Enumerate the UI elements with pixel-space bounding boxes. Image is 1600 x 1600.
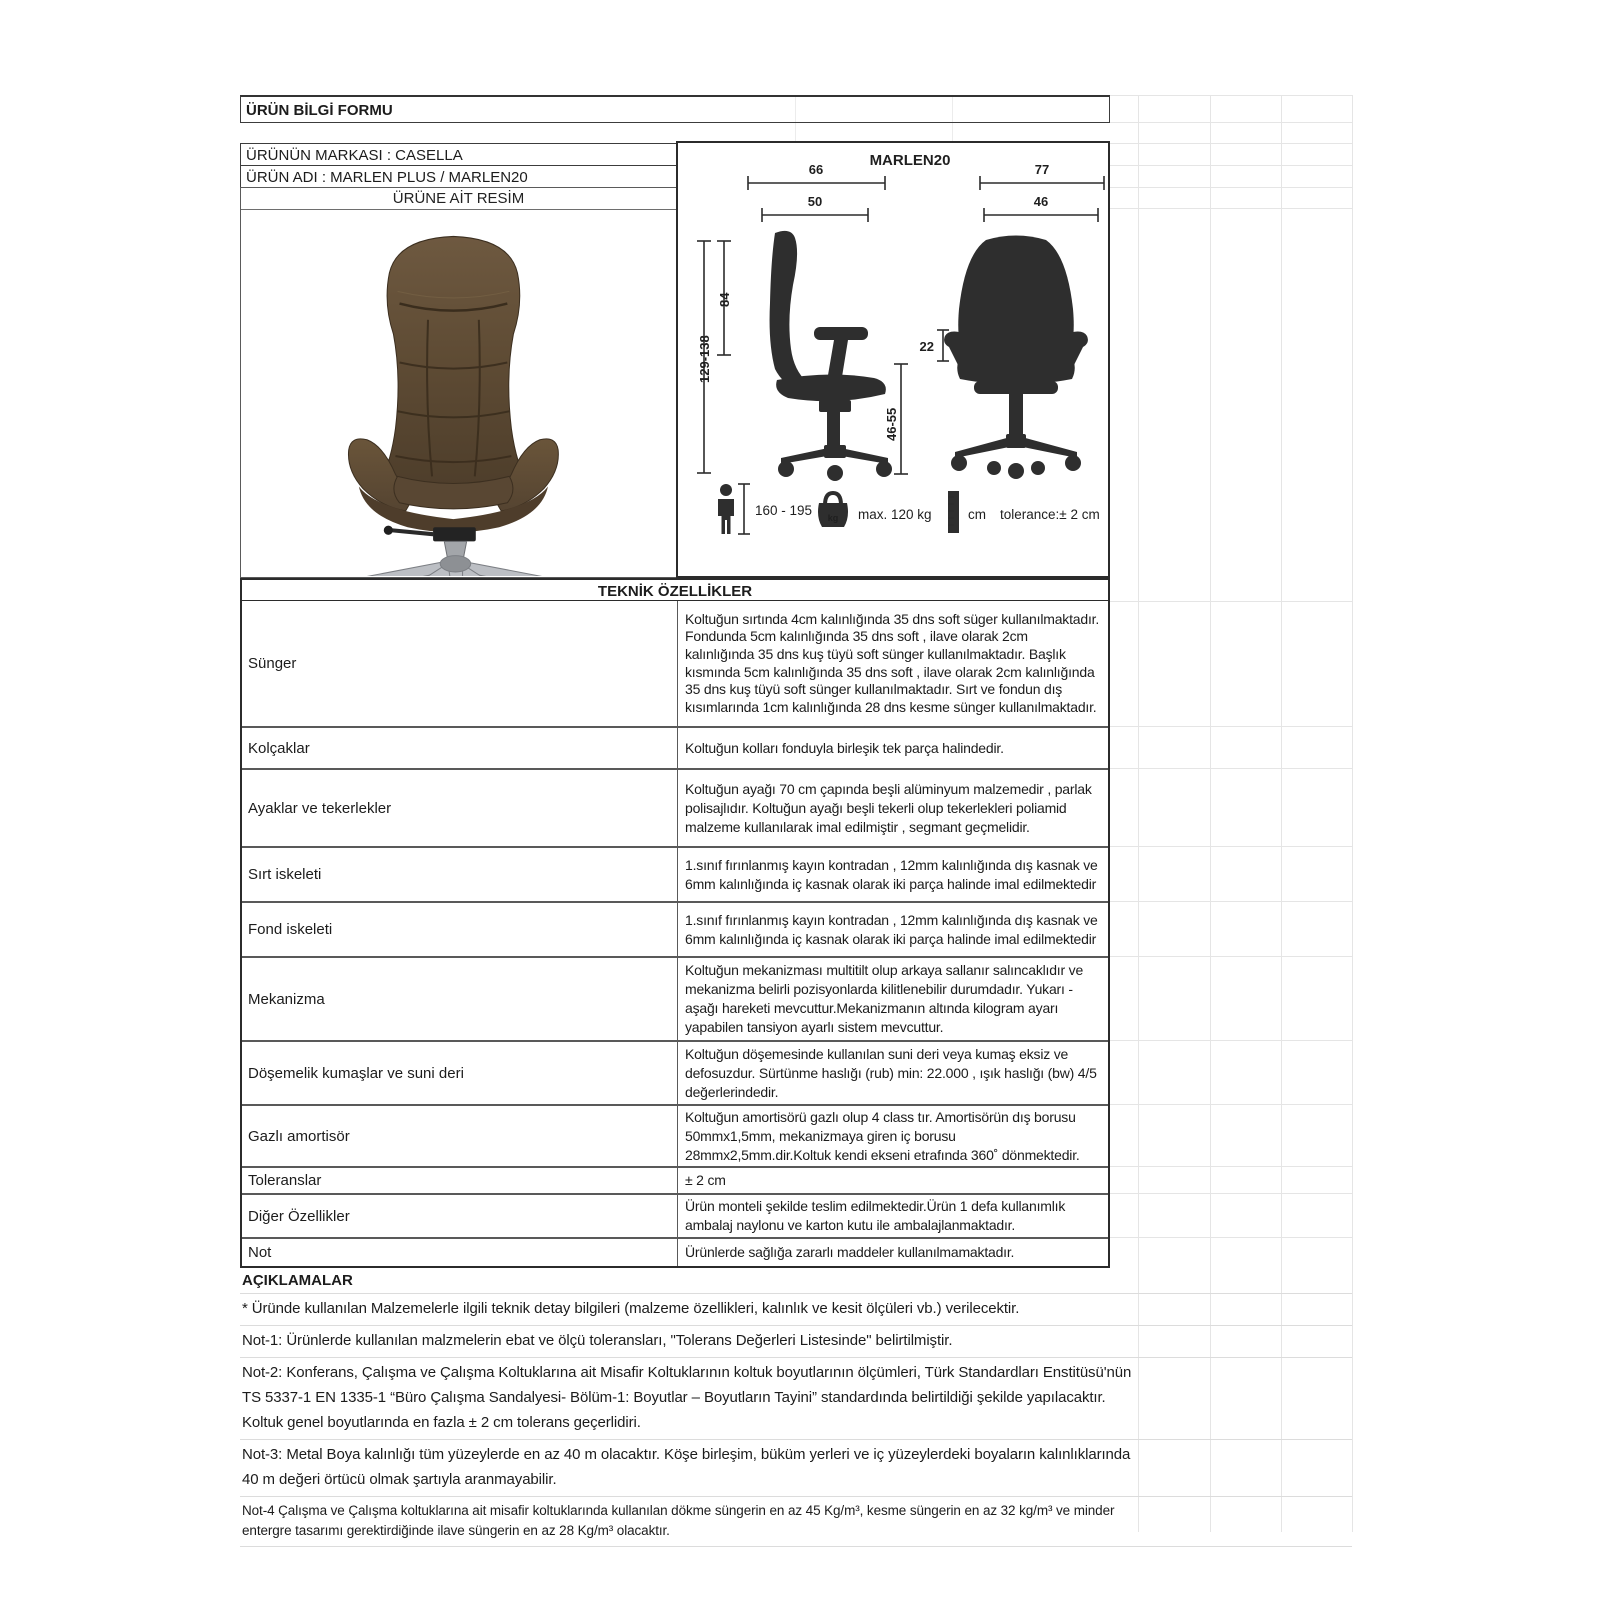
chair-side-view: [770, 231, 892, 481]
dim-seat-height: [884, 364, 908, 474]
grid-line: [1110, 1040, 1352, 1041]
dimension-diagram: [678, 143, 1108, 576]
grid-line: [1110, 601, 1352, 602]
dim-overall-height: [697, 241, 712, 473]
spec-row-toleranslar: [242, 1166, 1108, 1193]
spec-value: 1.sınıf fırınlanmış kayın kontradan , 12mm kalınlığında dış kasnak ve 6mm kalınlığında iç kasnak olarak iki parça halinde imal edilmektedir: [685, 911, 1098, 947]
dim-back-height: [717, 241, 732, 355]
grid-line: [1110, 768, 1352, 769]
svg-text:46: 46: [1033, 194, 1049, 209]
spec-value: 1.sınıf fırınlanmış kayın kontradan , 12mm kalınlığında dış kasnak ve 6mm kalınlığında iç kasnak olarak iki parça halinde imal edilmektedir: [685, 856, 1098, 892]
spec-row-mekanizma: [242, 956, 1108, 1040]
grid-line: [1110, 1166, 1352, 1167]
max-weight-label: max. 120 kg: [858, 507, 932, 522]
form-title: ÜRÜN BİLGİ FORMU: [240, 95, 1110, 123]
spec-value: Koltuğun döşemesinde kullanılan suni deri veya kumaş eksiz ve defosuzdur. Sürtünme haslığı (rub) min: 22.000 , ışık haslığı (bw) 4/5 değerlerindedir.: [685, 1045, 1097, 1100]
spec-label: Toleranslar: [242, 1168, 678, 1193]
remark-item: * Üründe kullanılan Malzemelerle ilgili teknik detay bilgileri (malzeme özellikleri, kalınlık ve kesit ölçüleri vb.) verilecektir.: [240, 1294, 1352, 1326]
grid-line: [1110, 726, 1352, 727]
dimension-diagram-box: [676, 141, 1110, 578]
person-height-dim: [738, 484, 750, 534]
svg-text:129-138: 129-138: [697, 335, 712, 383]
grid-line: [1110, 208, 1352, 209]
spec-row-ayaklar: [242, 768, 1108, 846]
spec-label: Gazlı amortisör: [242, 1106, 678, 1166]
remark-item: Not-4 Çalışma ve Çalışma koltuklarına ait misafir koltuklarında kullanılan dökme süngerin en az 45 Kg/m³, kesme süngerin en az 32 kg/m³ ve minder entergre tasarımı gerektirdiğinde ilave süngerin en az 28 Kg/m³ olacaktır.: [240, 1497, 1352, 1547]
spec-value: Koltuğun mekanizması multitilt olup arkaya sallanır salıncaklıdır ve mekanizma belirli pozisyonlarda kilitlenebilir durumdadır. Yukarı - aşağı hareketi mevcuttur.Mekanizmanın altında kilogram ayarı yapabilen tansiyon ayarlı sistem mevcuttur.: [685, 962, 1084, 1035]
adjust-lever: [391, 530, 434, 534]
dim-front-seat-width: [984, 194, 1098, 222]
svg-text:77: 77: [1034, 162, 1050, 177]
dim-arm-gap: [920, 330, 949, 361]
dim-front-overall-width: [980, 162, 1104, 190]
grid-line: [1110, 143, 1352, 144]
tech-specs-title: TEKNİK ÖZELLİKLER: [240, 578, 1110, 602]
svg-text:46-55: 46-55: [884, 407, 899, 441]
svg-text:kg: kg: [827, 513, 839, 523]
product-image-box: [240, 187, 677, 578]
ruler-icon: [948, 491, 959, 533]
grid-line: [1352, 95, 1353, 1532]
spec-row-kolcaklar: [242, 726, 1108, 768]
spec-label: Döşemelik kumaşlar ve suni deri: [242, 1042, 678, 1104]
spec-value: Koltuğun amortisörü gazlı olup 4 class tır. Amortisörün dış borusu 50mmx1,5mm, mekanizmaya giren iç borusu 28mmx2,5mm.dir.Koltuk kendi ekseni etrafında 360˚ dönmektedir.: [685, 1108, 1080, 1163]
dim-side-overall-width: [748, 162, 885, 190]
spec-row-not: [242, 1237, 1108, 1266]
spec-row-gazli-amortisor: [242, 1104, 1108, 1166]
svg-text:66: 66: [808, 162, 824, 177]
spec-label: Fond iskeleti: [242, 903, 678, 956]
product-name-row: ÜRÜN ADI : MARLEN PLUS / MARLEN20: [240, 165, 677, 188]
svg-text:50: 50: [807, 194, 823, 209]
spec-row-dosemelik: [242, 1040, 1108, 1104]
spec-value: Koltuğun sırtında 4cm kalınlığında 35 dns soft süger kullanılmaktadır. Fondunda 5cm kalınlığında 35 dns soft , ilave olarak 2cm kalınlığında 35 dns kuş tüyü soft sünger kullanılmaktadır. Başlık kısmında 5cm kalınlığında 35 dns soft , ilave olarak 2cm kalınlığında 35 dns kuş tüyü soft sünger kullanılmaktadır. Sırt ve fondun dış kısımlarında 1cm kalınlığında 28 dns kesme sünger kullanılmaktadır.: [685, 610, 1100, 715]
remark-item: Not-3: Metal Boya kalınlığı tüm yüzeylerde en az 40 m olacaktır. Köşe birleşim, büküm yerleri ve iç yüzeylerdeki boyaların kalınlıklarında 40 m değeri örtücü olmak şartıyla aranmayabilir.: [240, 1440, 1352, 1497]
grid-line: [1110, 122, 1352, 123]
image-caption: ÜRÜNE AİT RESİM: [241, 188, 676, 210]
svg-text:84: 84: [717, 292, 732, 307]
grid-line: [1110, 956, 1352, 957]
spec-value: Ürün monteli şekilde teslim edilmektedir.Ürün 1 defa kullanımlık ambalaj naylonu ve karton kutu ile ambalajlanmaktadır.: [685, 1198, 1066, 1233]
grid-line: [1110, 1193, 1352, 1194]
grid-line: [1110, 95, 1352, 96]
person-icon: [718, 484, 734, 534]
brand-row: ÜRÜNÜN MARKASI : CASELLA: [240, 143, 677, 166]
grid-line: [1110, 187, 1352, 188]
grid-line: [1110, 165, 1352, 166]
spec-value: Koltuğun kolları fonduyla birleşik tek parça halindedir.: [685, 739, 1004, 756]
spec-row-diger-ozellikler: [242, 1193, 1108, 1237]
chair-photo: [241, 210, 676, 576]
remarks-section: [240, 1270, 1352, 1547]
spec-value: Ürünlerde sağlığa zararlı maddeler kullanılmamaktadır.: [685, 1244, 1015, 1260]
remark-item: Not-2: Konferans, Çalışma ve Çalışma Koltuklarına ait Misafir Koltuklarının koltuk boyutlarının ölçümleri, Türk Standardları Enstitüsü'nün TS 5337-1 EN 1335-1 “Büro Çalışma Sandalyesi- Bölüm-1: Boyutlar – Boyutların Tayini” standardında belirtildiği şekilde yapılacaktır. Koltuk genel boyutlarında en fazla ± 2 cm tolerans geçerlidiri.: [240, 1358, 1352, 1440]
spec-label: Mekanizma: [242, 958, 678, 1040]
svg-text:22: 22: [919, 339, 934, 354]
spec-label: Sırt iskeleti: [242, 848, 678, 901]
spec-label: Sünger: [242, 601, 678, 726]
grid-line: [1110, 1237, 1352, 1238]
tilt-mechanism: [433, 527, 476, 541]
spec-row-fond-iskeleti: [242, 901, 1108, 956]
spec-label: Ayaklar ve tekerlekler: [242, 770, 678, 846]
grid-line: [1110, 901, 1352, 902]
user-height-range: 160 - 195: [755, 503, 813, 518]
spec-value: ± 2 cm: [685, 1172, 726, 1188]
grid-line: [1110, 846, 1352, 847]
spec-label: Diğer Özellikler: [242, 1195, 678, 1237]
remarks-title: AÇIKLAMALAR: [240, 1270, 1352, 1294]
spec-row-sirt-iskeleti: [242, 846, 1108, 901]
remark-item: Not-1: Ürünlerde kullanılan malzmelerin ebat ve ölçü toleransları, "Tolerans Değerleri Listesinde" belirtilmiştir.: [240, 1326, 1352, 1358]
lever-knob: [384, 526, 393, 535]
chair-base: [359, 556, 550, 576]
unit-label: cm: [968, 507, 986, 522]
spec-label: Kolçaklar: [242, 728, 678, 768]
spec-value: Koltuğun ayağı 70 cm çapında beşli alüminyum malzemedir , parlak polisajlıdır. Koltuğun ayağı beşli tekerli olup tekerlekleri poliamid malzeme kullanılarak imal edilmiştir , segmant geçmelidir.: [685, 780, 1092, 835]
spec-label: Not: [242, 1239, 678, 1266]
chair-front-view: [944, 236, 1088, 480]
spec-row-sunger: [242, 601, 1108, 726]
dim-side-seat-depth: [762, 194, 868, 222]
tolerance-label: tolerance:± 2 cm: [1000, 507, 1100, 522]
chair-backrest: [377, 236, 529, 486]
weight-icon: [818, 493, 848, 527]
diagram-model-title: MARLEN20: [869, 152, 951, 169]
grid-line: [1110, 1104, 1352, 1105]
tech-specs-table: [240, 601, 1110, 1268]
